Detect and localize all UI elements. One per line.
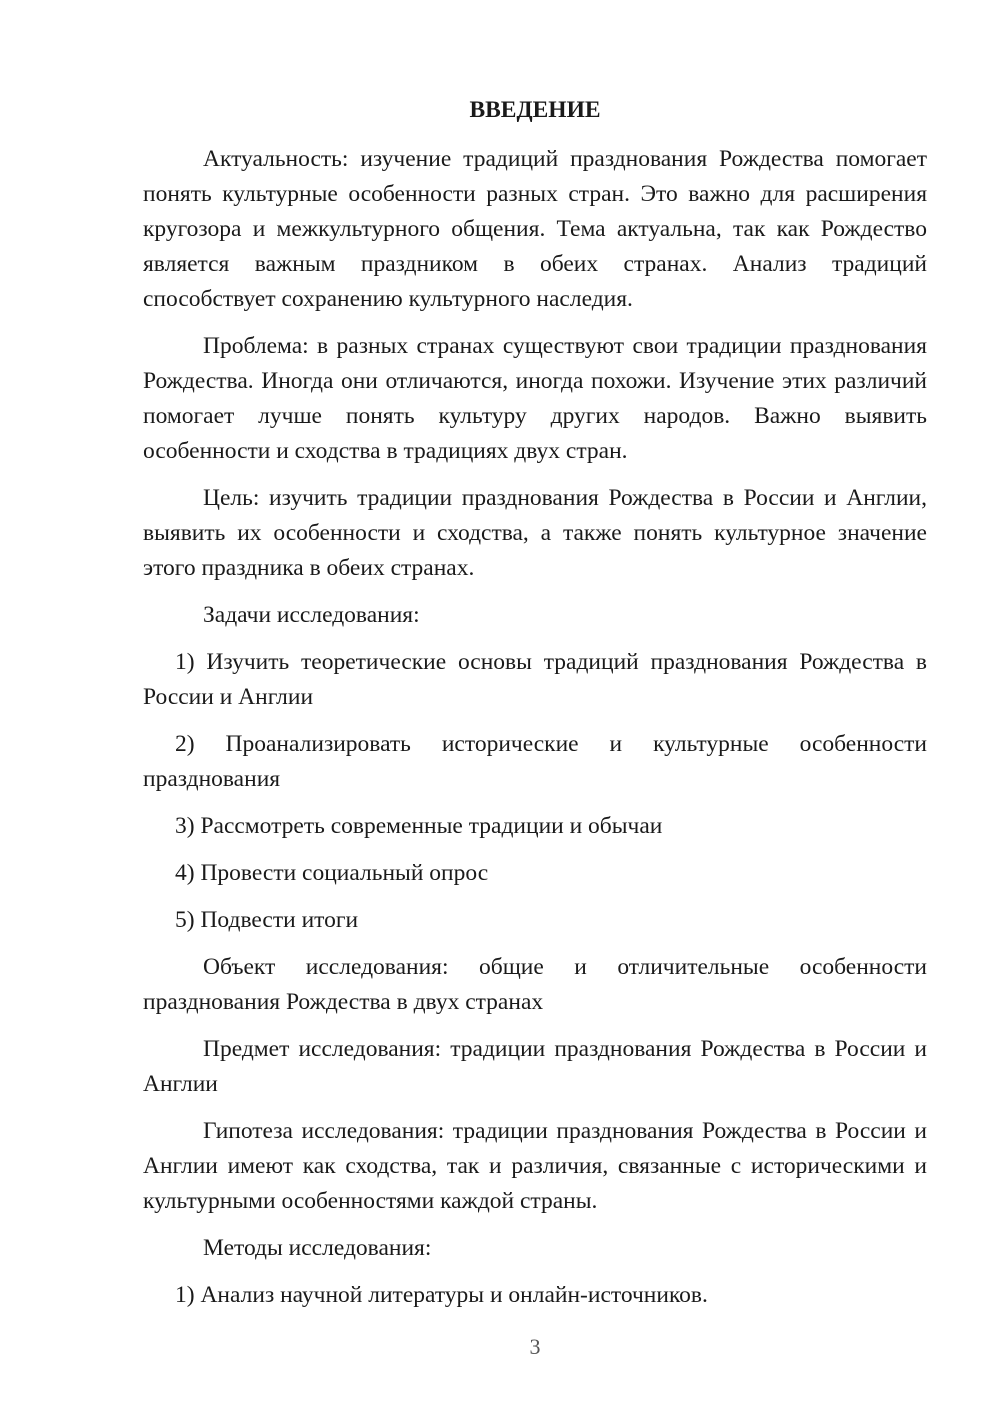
page-content [143,93,927,1325]
methods-heading: Методы исследования: [203,1235,432,1261]
task-item-2: 2) Проанализировать исторические и культурные особенности празднования [143,731,927,792]
page-title: ВВЕДЕНИЕ [469,97,601,123]
subject-paragraph: Предмет исследования: традиции празднования Рождества в России и Англии [143,1036,927,1097]
page-number: 3 [529,1334,541,1359]
relevance-paragraph: Актуальность: изучение традиций празднования Рождества помогает понять культурные особенности разных стран. Это важно для расширения кругозора и межкультурного общения. Тема актуальна, так как Рождество является важным праздником в обеих странах. Анализ традиций способствует сохранению культурного наследия. [143,146,927,312]
task-item-1: 1) Изучить теоретические основы традиций празднования Рождества в России и Англии [143,649,927,710]
method-item-1: 1) Анализ научной литературы и онлайн-источников. [175,1282,708,1308]
goal-paragraph: Цель: изучить традиции празднования Рождества в России и Англии, выявить их особенности и сходства, а также понять культурное значение этого праздника в обеих странах. [143,485,927,581]
problem-paragraph: Проблема: в разных странах существуют свои традиции празднования Рождества. Иногда они отличаются, иногда похожи. Изучение этих различий помогает лучше понять культуру других народов. Важно выявить особенности и сходства в традициях двух стран. [143,333,927,464]
task-item-5: 5) Подвести итоги [175,907,359,933]
object-paragraph: Объект исследования: общие и отличительные особенности празднования Рождества в двух странах [143,954,927,1015]
hypothesis-paragraph: Гипотеза исследования: традиции празднования Рождества в России и Англии имеют как сходства, так и различия, связанные с историческими и культурными особенностями каждой страны. [143,1118,927,1214]
tasks-heading: Задачи исследования: [203,602,420,628]
task-item-4: 4) Провести социальный опрос [175,860,489,886]
task-item-3: 3) Рассмотреть современные традиции и обычаи [175,813,663,839]
